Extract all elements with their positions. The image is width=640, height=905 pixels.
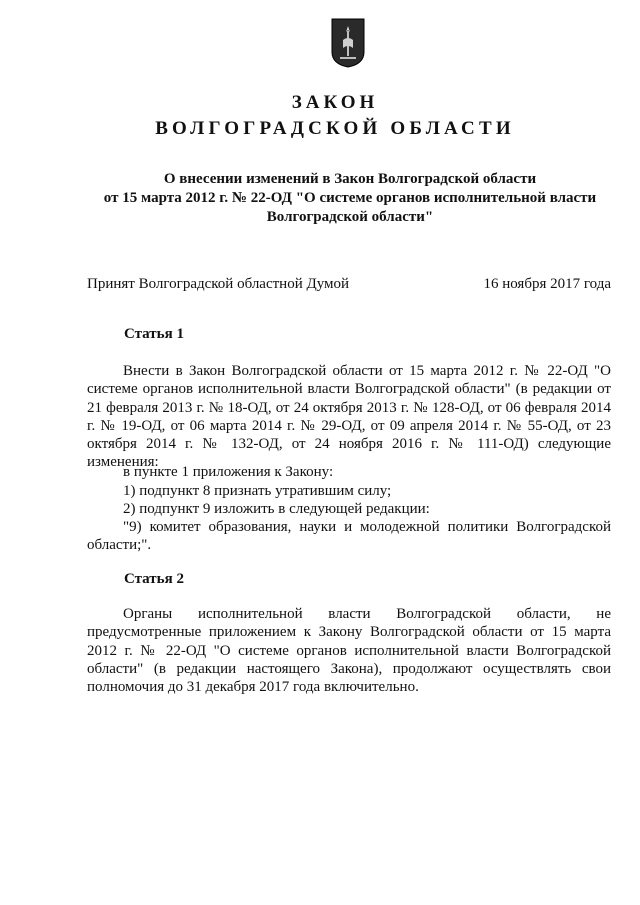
article-2-title: Статья 2 [124,571,184,587]
subtitle-line-2: от 15 марта 2012 г. № 22-ОД "О системе органов исполнительной власти [103,190,597,206]
article-1-item-b: 1) подпункт 8 признать утратившим силу; [123,483,392,499]
article-1-item-a: в пункте 1 приложения к Закону: [123,464,334,480]
law-subtitle [90,170,610,227]
article-1-intro: Внести в Закон Волгоградской области от 15 марта 2012 г. № 22-ОД "О системе органов исполнительной власти Волгоградской области" (в редакции от 21 февраля 2013 г. № 18-ОД, от 24 октября 2013 г. № 128-ОД, от 06 февраля 2014 г. № 19-ОД, от 06 марта 2014 г. № 29-ОД, от 09 апреля 2014 г. № 55-ОД, от 23 октября 2014 г. № 132-ОД, от 24 ноября 2016 г. № 111-ОД) следующие изменения: [87,363,611,471]
adopted-by-text: Принят Волгоградской областной Думой [87,276,350,292]
article-2-text: Органы исполнительной власти Волгоградской области, не предусмотренные приложением к Закону Волгоградской области от 15 марта 2012 г. № 22-ОД "О системе органов исполнительной власти Волгоградской области" (в редакции настоящего Закона), продолжают осуществлять свои полномочия до 31 декабря 2017 года включительно. [87,606,611,696]
adopted-date: 16 ноября 2017 года [483,276,611,292]
subtitle-line-1: О внесении изменений в Закон Волгоградской области [163,171,537,187]
subtitle-line-3: Волгоградской области" [266,209,434,225]
coat-of-arms-emblem [331,18,365,68]
document-type-title: ЗАКОН [291,92,379,113]
article-1-item-c: 2) подпункт 9 изложить в следующей редакции: [123,501,430,517]
article-1-quote: "9) комитет образования, науки и молодежной политики Волгоградской области;". [87,519,611,554]
article-1-title: Статья 1 [124,326,184,342]
region-title: ВОЛГОГРАДСКОЙ ОБЛАСТИ [155,118,515,139]
